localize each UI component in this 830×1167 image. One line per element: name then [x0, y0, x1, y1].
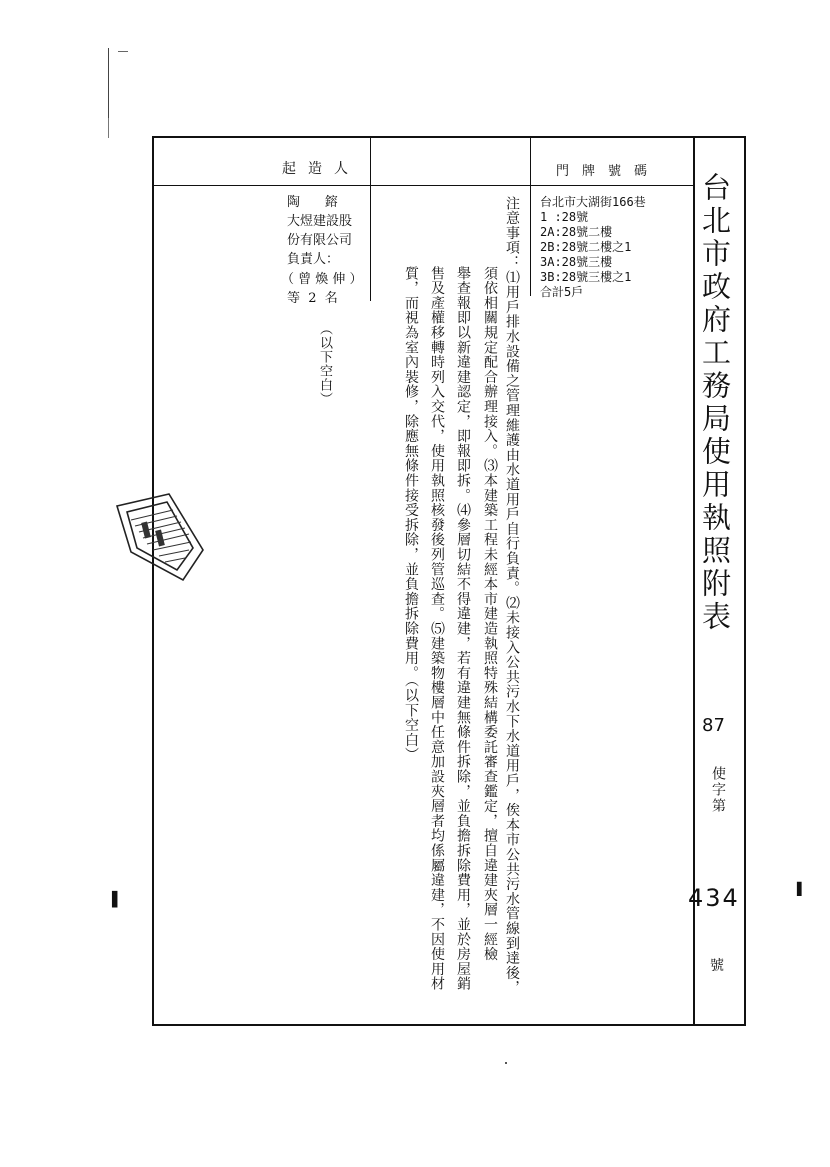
- scan-edge-mark: [118, 51, 128, 52]
- address-line: 台北市大湖街166巷: [540, 195, 646, 209]
- column-divider: [370, 136, 371, 301]
- document-title: 台北市政府工務局使用執照附表: [698, 172, 732, 634]
- applicant-blank-note: （以下空白）: [317, 322, 332, 406]
- scan-speck: ▌: [797, 882, 807, 896]
- permit-number: 434: [688, 884, 740, 912]
- permit-number-suffix: 號: [710, 958, 724, 974]
- form-frame: [152, 136, 746, 1026]
- scan-speck: [505, 1062, 507, 1064]
- scan-edge-mark: [108, 48, 109, 118]
- address-line: 3A:28號三樓: [540, 255, 613, 269]
- scan-edge-mark: [108, 118, 109, 138]
- note-column: 注意事項：⑴用戶排水設備之管理維護由水道用戶自行負責。⑵未接入公共污水下水道用戶，俟本市公共污水管線到達後，: [504, 196, 520, 996]
- applicant-line: 大煜建設股: [287, 214, 353, 229]
- applicant-line: 陶 鎔: [287, 195, 338, 210]
- permit-category: 使字第: [710, 766, 726, 814]
- address-line: 2B:28號二樓之1: [540, 240, 632, 254]
- applicant-line: 份有限公司: [287, 233, 353, 248]
- address-line: 2A:28號二樓: [540, 225, 613, 239]
- note-column: 售及產權移轉時列入交代，使用執照核發後列管巡查。⑸建築物樓層中任意加設夾層者均係屬違建，不因使用材: [429, 266, 445, 992]
- note-column: 質，而視為室內裝修，除應無條件接受拆除，並負擔拆除費用。（以下空白）: [403, 266, 419, 763]
- note-column: 須依相關規定配合辦理接入。⑶本建築工程未經本市建造執照特殊結構委託審查鑑定，擅自違建夾層一經檢: [482, 266, 498, 962]
- address-line: 合計5戶: [540, 285, 584, 299]
- applicant-line: 等 2 名: [287, 291, 338, 306]
- address-line: 3B:28號三樓之1: [540, 270, 632, 284]
- scan-speck: ▌: [112, 892, 123, 908]
- applicant-line: 負責人：: [287, 252, 340, 267]
- doorplate-header: 門牌號碼: [556, 164, 661, 179]
- address-line: 1 :28號: [540, 210, 589, 224]
- note-column: 舉查報即以新違建認定，即報即拆。⑷參層切結不得違建，若有違建無條件拆除，並負擔拆除費用，並於房屋銷: [455, 266, 471, 992]
- stamp-seal-icon: [113, 492, 205, 584]
- header-divider: [152, 185, 695, 186]
- column-divider: [530, 136, 531, 296]
- permit-year: 87: [702, 715, 725, 736]
- applicant-header: 起造人: [282, 161, 360, 177]
- applicant-line: （ 曾 煥 伸 ）: [281, 272, 363, 287]
